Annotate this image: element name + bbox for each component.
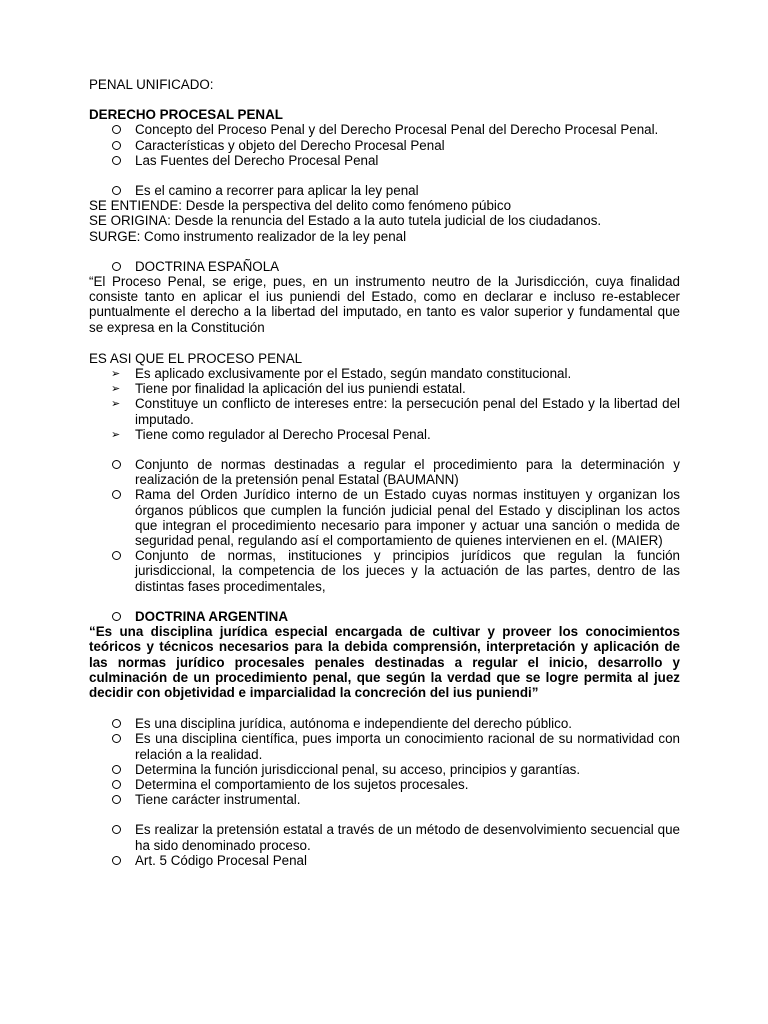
circle-bullet-icon <box>112 856 121 865</box>
circle-bullet-icon <box>112 125 121 134</box>
circle-bullet-icon <box>112 780 121 789</box>
document-page <box>89 77 680 868</box>
circle-bullet-icon <box>112 765 121 774</box>
list-item: DOCTRINA ARGENTINA <box>89 609 680 624</box>
list-item: Es una disciplina científica, pues importa un conocimiento racional de su normatividad con relación a la realidad. <box>89 731 680 761</box>
doctrina-argentina-quote: “Es una disciplina jurídica especial encargada de cultivar y proveer los conocimientos teóricos y técnicos necesarios para la debida comprensión, interpretación y aplicación de las normas jurídico procesales penales destinadas a regular el inicio, desarrollo y culminación de un procedimiento penal, que según la verdad que se logre permita al juez decidir con objetividad e imparcialidad la concreción del ius puniendi” <box>89 624 680 700</box>
arrow-bullet-icon: ➢ <box>111 427 121 441</box>
circle-bullet-icon <box>112 795 121 804</box>
se-origina-line: SE ORIGINA: Desde la renuncia del Estado a la auto tutela judicial de los ciudadanos. <box>89 213 602 229</box>
arrow-bullet-icon: ➢ <box>111 382 121 396</box>
doctrina-argentina-list <box>89 609 680 624</box>
list-item: Rama del Orden Jurídico interno de un Estado cuyas normas instituyen y organizan los órganos públicos que cumplen la función judicial penal del Estado y disciplinan los actos que integran el procedimiento necesario para imponer y actuar una sanción o medida de seguridad penal, regulando así el comportamiento de quienes intervienen en el. (MAIER) <box>89 487 680 548</box>
circle-bullet-icon <box>112 262 121 271</box>
list-item: Conjunto de normas destinadas a regular el procedimiento para la determinación y realización de la pretensión penal Estatal (BAUMANN) <box>89 457 680 487</box>
list-item: Características y objeto del Derecho Procesal Penal <box>89 138 680 153</box>
list-item: Determina la función jurisdiccional penal, su acceso, principios y garantías. <box>89 762 680 777</box>
section-heading-proceso-penal: ES ASI QUE EL PROCESO PENAL <box>89 350 303 366</box>
topic-list <box>89 122 680 168</box>
list-item: ➢ Tiene como regulador al Derecho Procesal Penal. <box>111 426 431 442</box>
list-item: Tiene carácter instrumental. <box>89 792 680 807</box>
circle-bullet-icon <box>112 719 121 728</box>
list-item: Es el camino a recorrer para aplicar la ley penal <box>89 183 680 198</box>
doctrina-espanola-list <box>89 259 680 274</box>
circle-bullet-icon <box>112 734 121 743</box>
list-item: Es realizar la pretensión estatal a través de un método de desenvolvimiento secuencial que ha sido denominado proceso. <box>89 822 680 852</box>
section-heading-derecho-procesal-penal: DERECHO PROCESAL PENAL <box>89 107 283 123</box>
circle-bullet-icon <box>112 156 121 165</box>
doctrina-espanola-quote: “El Proceso Penal, se erige, pues, en un instrumento neutro de la Jurisdicción, cuya finalidad consiste tanto en aplicar el ius puniendi del Estado, como en declarar e incluso re-establecer puntualmente el derecho a la libertad del imputado, en tanto es valor superior y fundamental que se expresa en la Constitución <box>89 274 680 335</box>
surge-line: SURGE: Como instrumento realizador de la ley penal <box>89 228 407 244</box>
circle-bullet-icon <box>112 186 121 195</box>
list-item: Concepto del Proceso Penal y del Derecho Procesal Penal del Derecho Procesal Penal. <box>89 122 680 137</box>
circle-bullet-icon <box>112 825 121 834</box>
characteristics-list <box>89 716 680 807</box>
circle-bullet-icon <box>112 551 121 560</box>
list-item: ➢ Tiene por finalidad la aplicación del ius puniendi estatal. <box>111 381 466 397</box>
circle-bullet-icon <box>112 490 121 499</box>
list-item: ➢ Es aplicado exclusivamente por el Estado, según mandato constitucional. <box>111 366 572 382</box>
final-list <box>89 822 680 868</box>
list-item: Determina el comportamiento de los sujetos procesales. <box>89 777 680 792</box>
se-entiende-line: SE ENTIENDE: Desde la perspectiva del delito como fenómeno púbico <box>89 198 512 214</box>
circle-bullet-icon <box>112 141 121 150</box>
list-item: Conjunto de normas, instituciones y principios jurídicos que regulan la función jurisdiccional, la competencia de los jueces y la actuación de las partes, dentro de las distintas fases procedimentales, <box>89 548 680 594</box>
list-item: ➢ Constituye un conflicto de intereses entre: la persecución penal del Estado y la libertad del imputado. <box>111 396 680 427</box>
list-item: Las Fuentes del Derecho Procesal Penal <box>89 153 680 168</box>
list-item: Art. 5 Código Procesal Penal <box>89 853 680 868</box>
definitions-authors-list <box>89 457 680 594</box>
arrow-bullet-icon: ➢ <box>111 367 121 381</box>
definition-list <box>89 183 680 198</box>
list-item: DOCTRINA ESPAÑOLA <box>89 259 680 274</box>
list-item: Es una disciplina jurídica, autónoma e independiente del derecho público. <box>89 716 680 731</box>
circle-bullet-icon <box>112 612 121 621</box>
arrow-bullet-icon: ➢ <box>111 397 121 411</box>
circle-bullet-icon <box>112 460 121 469</box>
arrow-list <box>89 366 680 442</box>
document-title: PENAL UNIFICADO: <box>89 77 214 92</box>
